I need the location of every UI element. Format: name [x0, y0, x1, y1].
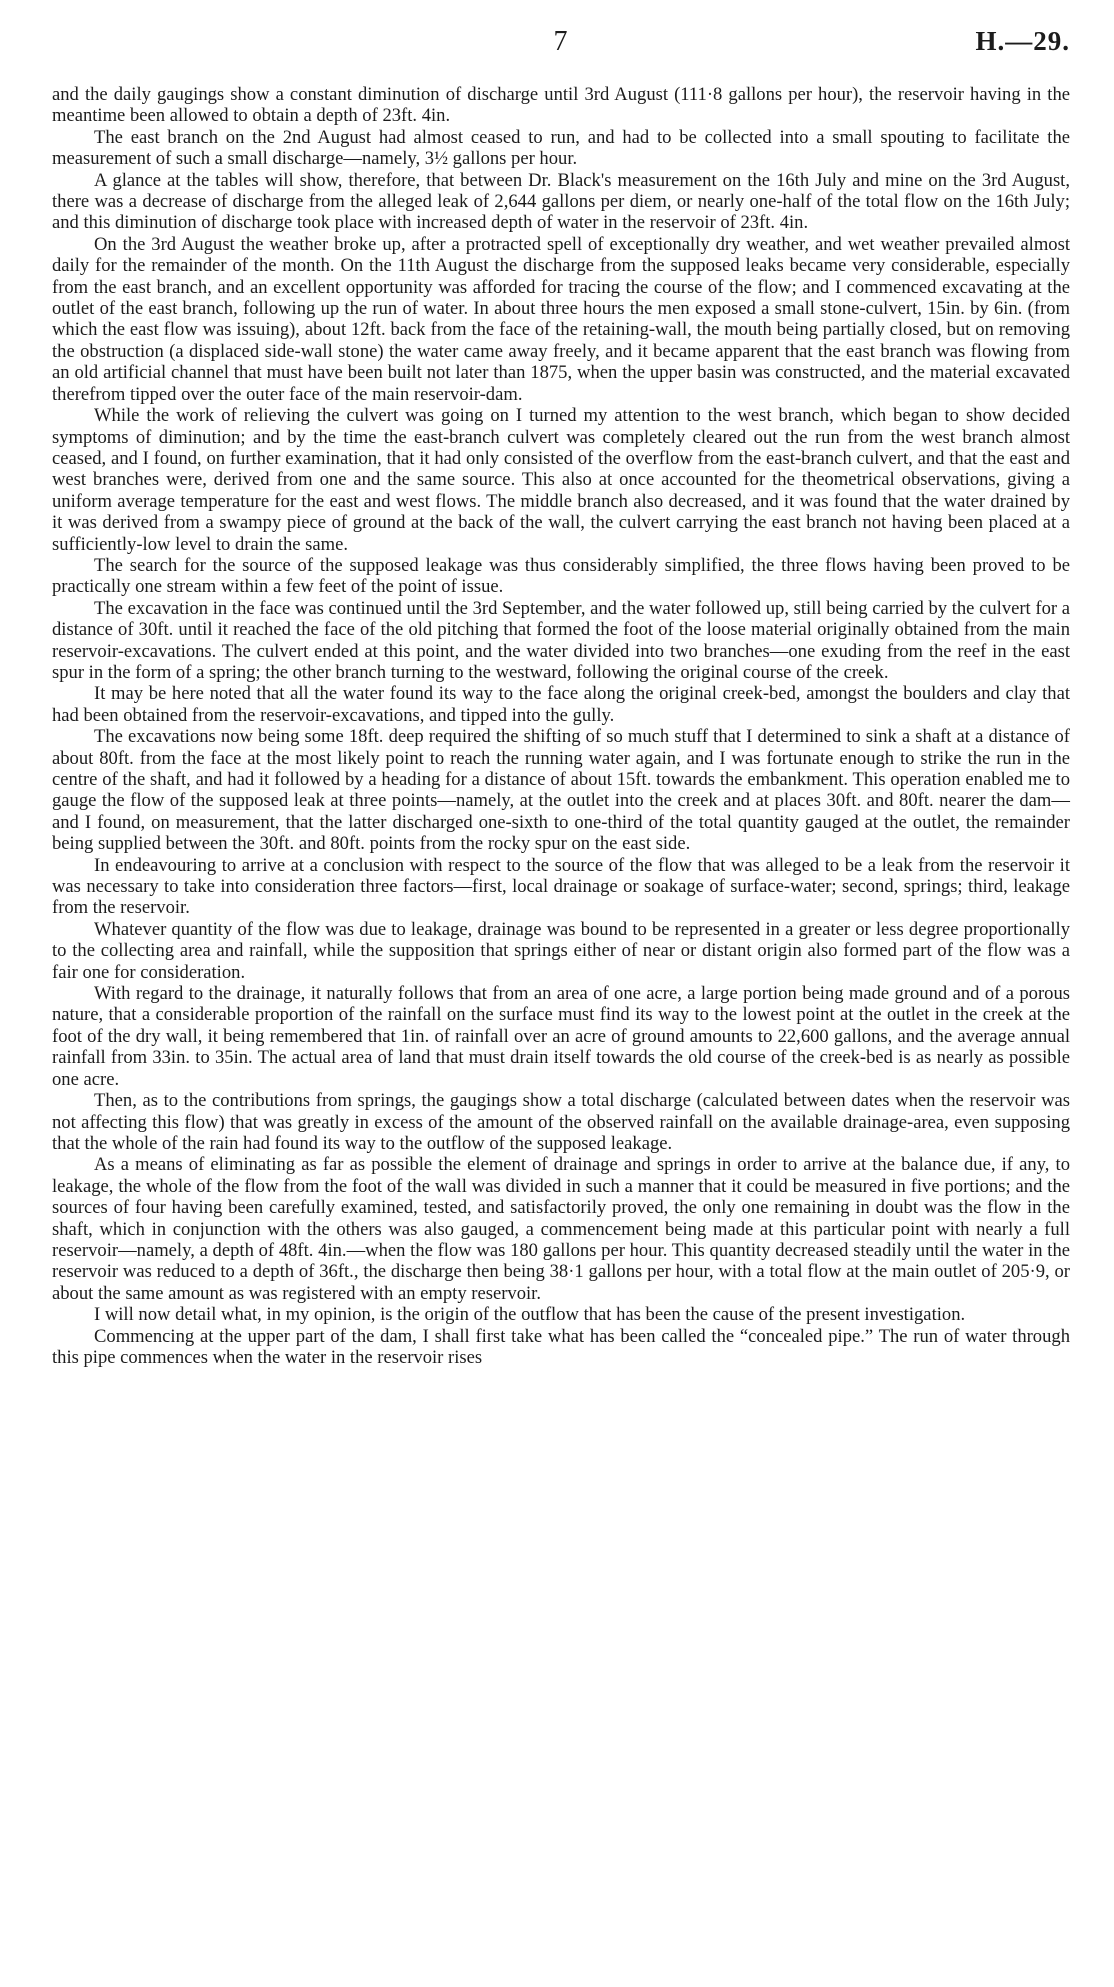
paragraph: I will now detail what, in my opinion, is the origin of the outflow that has been the cause of the present investigation.	[94, 1304, 966, 1326]
paragraph: While the work of relieving the culvert was going on I turned my attention to the west branch, which began to show decided symptoms of diminution; and by the time the east-branch culvert was completely cleared out the run from the west branch almost ceased, and I found, on further examination, that it had only consisted of the overflow from the east-branch culvert, and that the east and west branches were, derived from one and the same source. This also at once accounted for the theometrical observations, giving a uniform average temperature for the east and west flows. The middle branch also decreased, and it was found that the water drained by it was derived from a swampy piece of ground at the back of the wall, the culvert carrying the east branch not having been placed at a sufficiently-low level to drain the same.	[52, 405, 1070, 555]
paragraph: The east branch on the 2nd August had almost ceased to run, and had to be collected into a small spouting to facilitate the measurement of such a small discharge—namely, 3½ gallons per hour.	[52, 126, 1070, 170]
paragraph: A glance at the tables will show, therefore, that between Dr. Black's measurement on the 16th July and mine on the 3rd August, there was a decrease of discharge from the alleged leak of 2,644 gallons per diem, or nearly one-half of the total flow on the 16th July; and this diminution of discharge took place with increased depth of water in the reservoir of 23ft. 4in.	[52, 169, 1070, 234]
paragraph: With regard to the drainage, it naturally follows that from an area of one acre, a large portion being made ground and of a porous nature, that a considerable proportion of the rainfall on the surface must find its way to the lowest point at the outlet in the creek at the foot of the dry wall, it being remembered that 1in. of rainfall over an acre of ground amounts to 22,600 gallons, and the average annual rainfall from 33in. to 35in. The actual area of land that must drain itself towards the old course of the creek-bed is as nearly as possible one acre.	[52, 983, 1070, 1090]
body-text	[52, 84, 1070, 1368]
paragraph: Whatever quantity of the flow was due to leakage, drainage was bound to be represented in a greater or less degree proportionally to the collecting area and rainfall, while the supposition that springs either of near or distant origin also formed part of the flow was a fair one for consideration.	[52, 918, 1070, 983]
paragraph: Then, as to the contributions from springs, the gaugings show a total discharge (calculated between dates when the reservoir was not affecting this flow) that was greatly in excess of the amount of the observed rainfall on the available drainage-area, even supposing that the whole of the rain had found its way to the outflow of the supposed leakage.	[52, 1090, 1070, 1154]
paragraph: Commencing at the upper part of the dam, I shall first take what has been called the “concealed pipe.” The run of water through this pipe commences when the water in the reservoir rises	[52, 1325, 1070, 1368]
page-number: 7	[553, 26, 569, 57]
paragraph: The excavation in the face was continued until the 3rd September, and the water followed up, still being carried by the culvert for a distance of 30ft. until it reached the face of the old pitching that formed the foot of the loose material originally obtained from the main reservoir-excavations. The culvert ended at this point, and the water divided into two branches—one exuding from the reef in the east spur in the form of a spring; the other branch turning to the westward, following the original course of the creek.	[52, 597, 1070, 683]
document-reference: H.—29.	[975, 26, 1070, 56]
paragraph: and the daily gaugings show a constant diminution of discharge until 3rd August (111·8 gallons per hour), the reservoir having in the meantime been allowed to obtain a depth of 23ft. 4in.	[52, 84, 1070, 127]
paragraph: The search for the source of the supposed leakage was thus considerably simplified, the three flows having been proved to be practically one stream within a few feet of the point of issue.	[52, 554, 1070, 598]
paragraph: In endeavouring to arrive at a conclusion with respect to the source of the flow that was alleged to be a leak from the reservoir it was necessary to take into consideration three factors—first, local drainage or soakage of surface-water; second, springs; third, leakage from the reservoir.	[52, 854, 1070, 919]
paragraph: It may be here noted that all the water found its way to the face along the original creek-bed, amongst the boulders and clay that had been obtained from the reservoir-excavations, and tipped into the gully.	[52, 683, 1070, 726]
page-header	[52, 26, 1070, 66]
paragraph: As a means of eliminating as far as possible the element of drainage and springs in order to arrive at the balance due, if any, to leakage, the whole of the flow from the foot of the wall was divided in such a manner that it could be measured in five portions; and the sources of four having been carefully examined, tested, and satisfactorily proved, the only one remaining in doubt was the flow in the shaft, which in conjunction with the others was also gauged, a commencement being made at this particular point with nearly a full reservoir—namely, a depth of 48ft. 4in.—when the flow was 180 gallons per hour. This quantity decreased steadily until the water in the reservoir was reduced to a depth of 36ft., the discharge then being 38·1 gallons per hour, with a total flow at the main outlet of 205·9, or about the same amount as was registered with an empty reservoir.	[52, 1154, 1070, 1304]
paragraph: The excavations now being some 18ft. deep required the shifting of so much stuff that I determined to sink a shaft at a distance of about 80ft. from the face at the most likely point to reach the running water again, and I was fortunate enough to strike the run in the centre of the shaft, and had it followed by a heading for a distance of about 15ft. towards the embankment. This operation enabled me to gauge the flow of the supposed leak at three points—namely, at the outlet into the creek and at places 30ft. and 80ft. nearer the dam—and I found, on measurement, that the latter discharged one-sixth to one-third of the total quantity gauged at the outlet, the remainder being supplied between the 30ft. and 80ft. points from the rocky spur on the east side.	[52, 726, 1070, 855]
paragraph: On the 3rd August the weather broke up, after a protracted spell of exceptionally dry weather, and wet weather prevailed almost daily for the remainder of the month. On the 11th August the discharge from the supposed leaks became very considerable, especially from the east branch, and an excellent opportunity was afforded for tracing the course of the flow; and I commenced excavating at the outlet of the east branch, following up the run of water. In about three hours the men exposed a small stone-culvert, 15in. by 6in. (from which the east flow was issuing), about 12ft. back from the face of the retaining-wall, the mouth being partially closed, but on removing the obstruction (a displaced side-wall stone) the water came away freely, and it became apparent that the east branch was flowing from an old artificial channel that must have been built not later than 1875, when the upper basin was constructed, and the material excavated therefrom tipped over the outer face of the main reservoir-dam.	[52, 233, 1070, 405]
